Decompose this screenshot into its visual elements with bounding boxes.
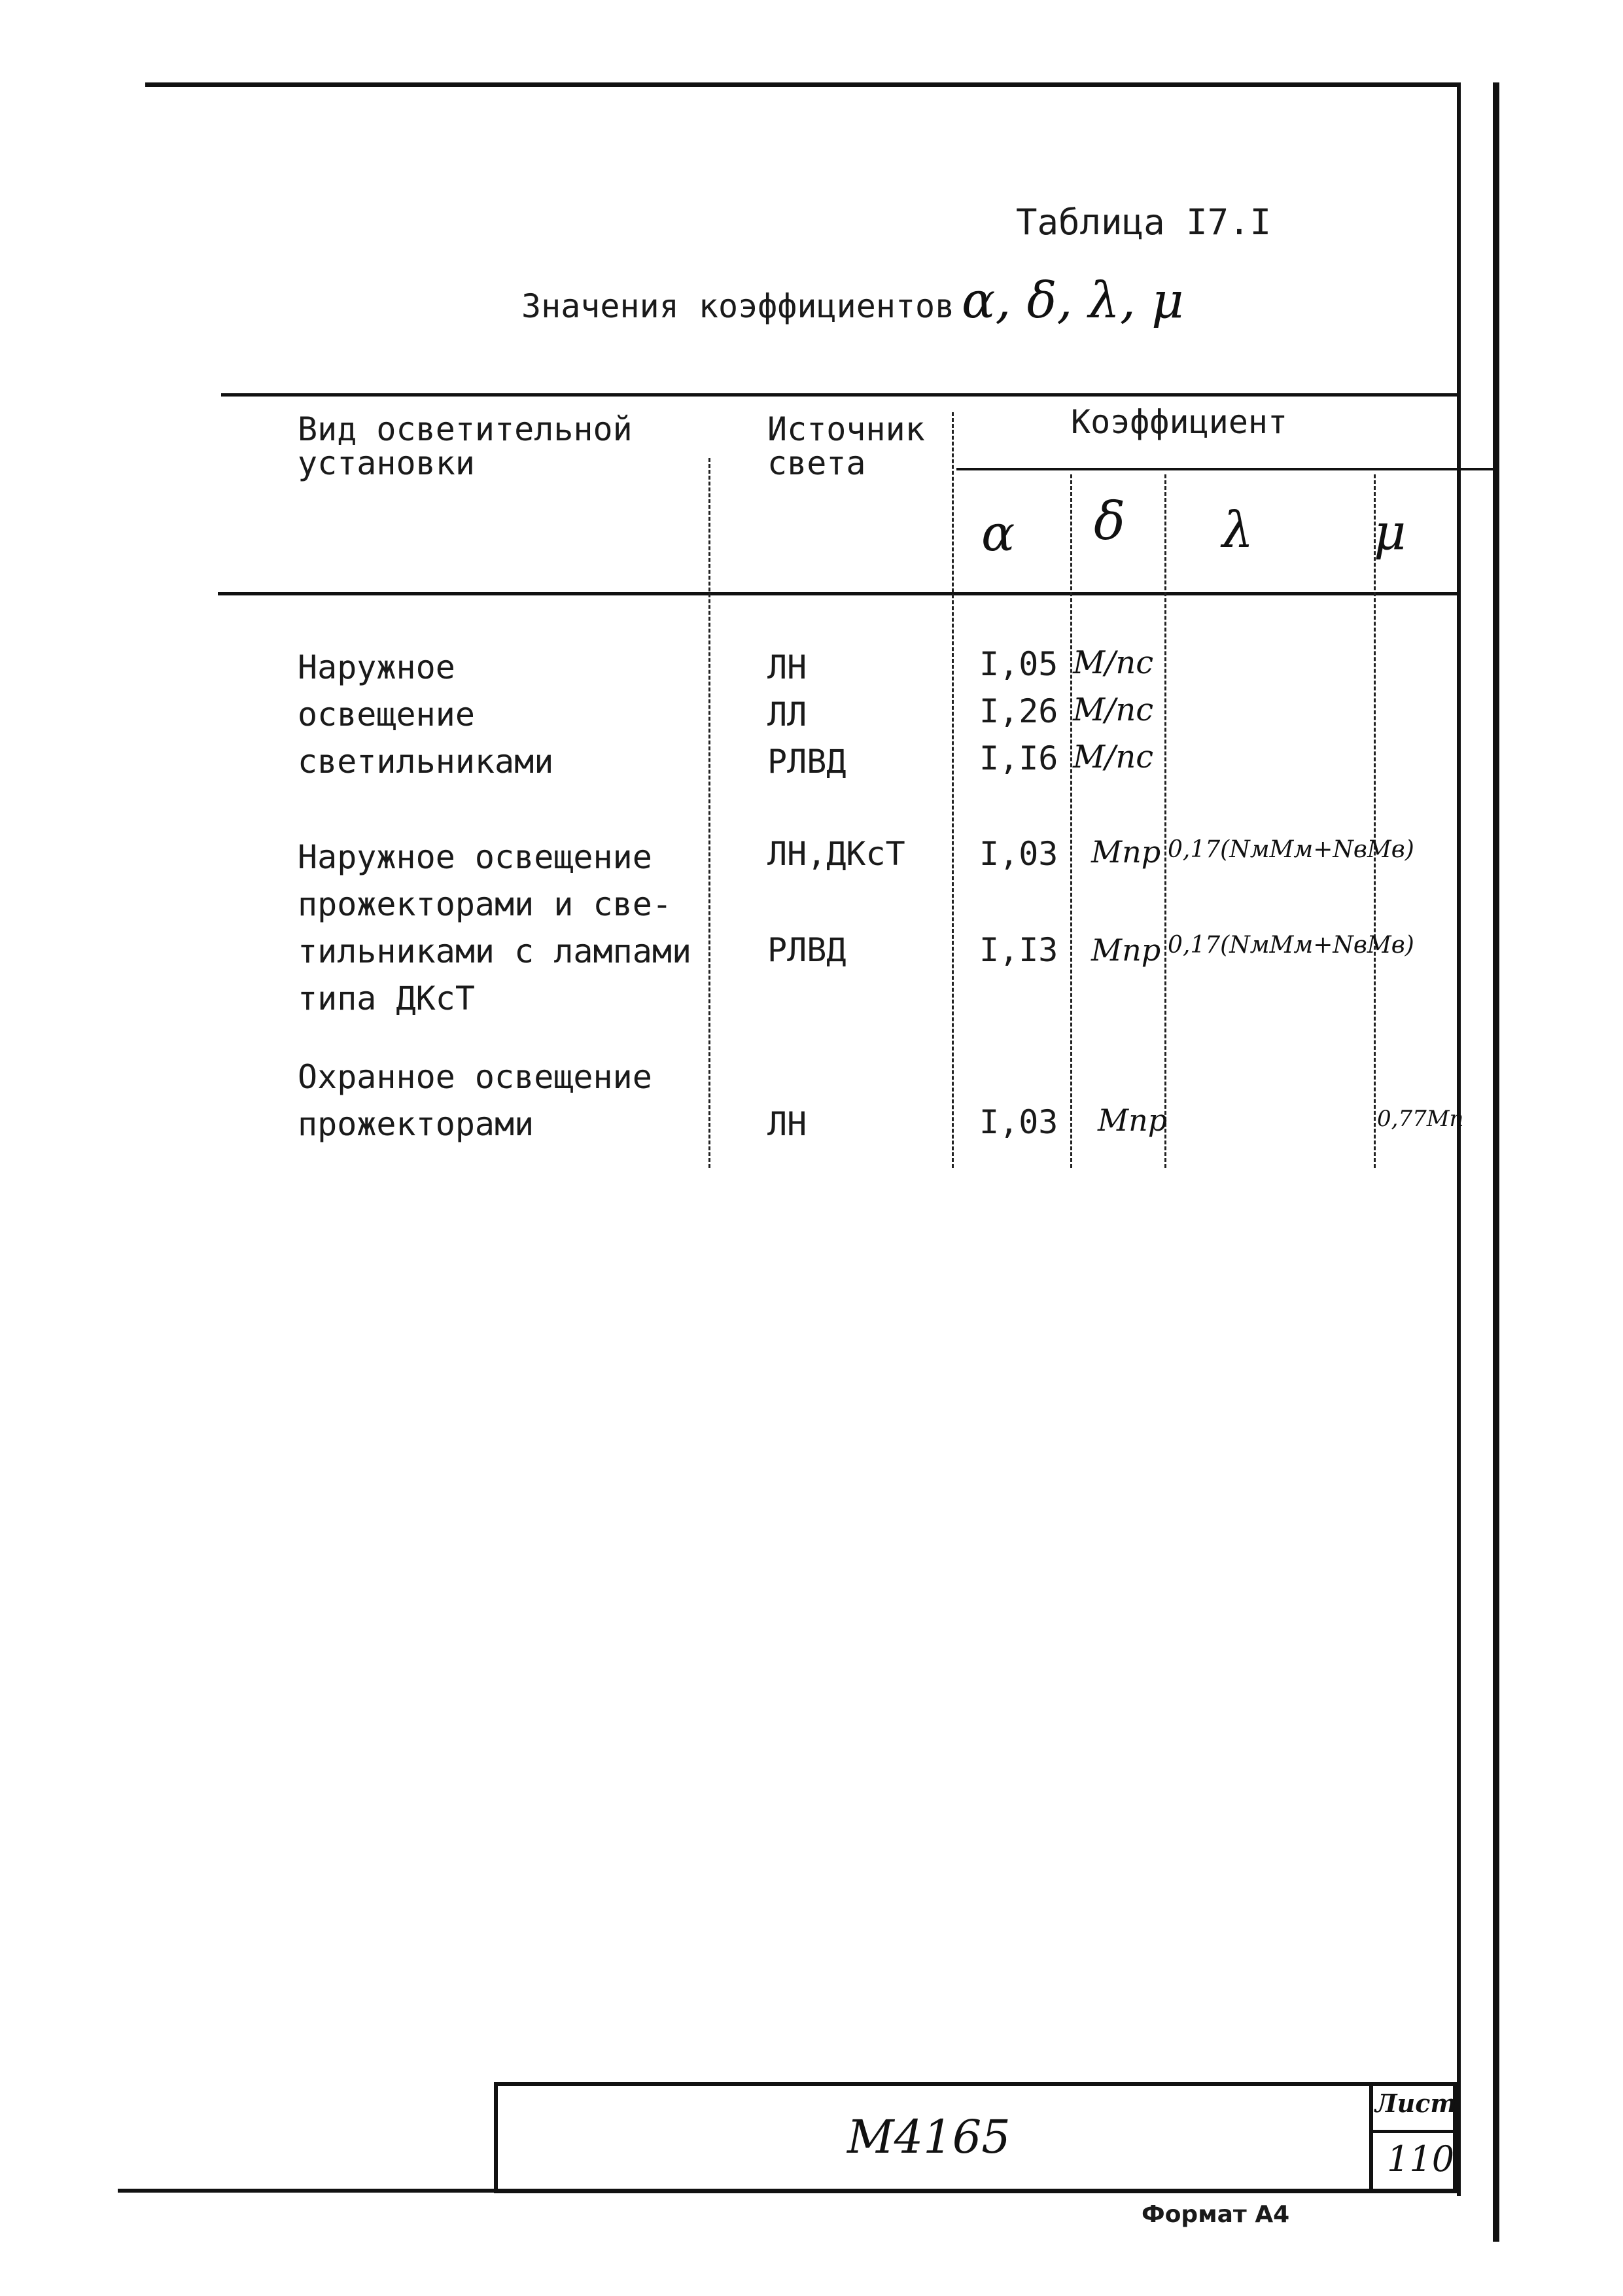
row2-type-line4: типа ДКсТ bbox=[298, 980, 475, 1017]
row1-type-line1: Наружное bbox=[298, 648, 455, 686]
row1a-source: ЛН bbox=[767, 648, 807, 686]
table-title: Значения коэффициентов bbox=[521, 287, 955, 325]
row3a-mu: 0,77Mп bbox=[1377, 1106, 1464, 1132]
row3-type-line2: прожекторами bbox=[298, 1105, 534, 1143]
paper-format: Формат А4 bbox=[1142, 2201, 1290, 2228]
stamp-sheet-label: Лист bbox=[1375, 2089, 1457, 2118]
row1c-delta: M/nc bbox=[1073, 739, 1154, 775]
row1a-delta: M/nc bbox=[1073, 645, 1154, 681]
header-bottom-rule bbox=[218, 592, 1461, 595]
row1-type-line3: светильниками bbox=[298, 743, 554, 781]
row2b-lambda: 0,17(NмMм+NвMв) bbox=[1168, 932, 1414, 959]
row2b-alpha: I,I3 bbox=[979, 931, 1058, 969]
stamp-sheet-midline bbox=[1369, 2130, 1457, 2133]
row3a-source: ЛН bbox=[767, 1105, 807, 1143]
row2a-source: ЛН,ДКсТ bbox=[767, 835, 905, 873]
row2a-delta: Mnp bbox=[1091, 834, 1161, 870]
stamp-doc-number: M4165 bbox=[847, 2110, 1011, 2164]
row3-type-line1: Охранное освещение bbox=[298, 1058, 652, 1096]
row1c-source: РЛВД bbox=[767, 743, 846, 781]
table-title-symbols: α, δ, λ, μ bbox=[962, 271, 1184, 329]
header-alpha: α bbox=[981, 504, 1015, 562]
row2a-alpha: I,03 bbox=[979, 835, 1058, 873]
header-light-source bbox=[767, 412, 937, 480]
header-mu: μ bbox=[1374, 503, 1406, 561]
row1c-alpha: I,I6 bbox=[979, 739, 1058, 777]
row1-type-line2: освещение bbox=[298, 696, 475, 733]
row1b-source: ЛЛ bbox=[767, 696, 807, 733]
row2-type-line2: прожекторами и све- bbox=[298, 885, 672, 923]
stamp-sheet-divider bbox=[1369, 2082, 1373, 2193]
row1a-alpha: I,05 bbox=[979, 645, 1058, 683]
header-type-text: Вид осветительной установки bbox=[298, 410, 633, 482]
frame-top-line bbox=[145, 82, 1460, 87]
row1b-delta: M/nc bbox=[1073, 692, 1154, 728]
col-sep-source-coef bbox=[952, 412, 954, 1168]
row2b-source: РЛВД bbox=[767, 931, 846, 969]
header-coefficient: Коэффициент bbox=[1071, 403, 1288, 441]
frame-right-line bbox=[1457, 82, 1461, 2196]
row2-type-line3: тильниками с лампами bbox=[298, 932, 692, 970]
col-sep-lambda-mu bbox=[1374, 474, 1376, 1168]
col-sep-alpha-delta bbox=[1070, 474, 1072, 1168]
table-label: Таблица I7.I bbox=[1016, 202, 1272, 243]
header-delta: δ bbox=[1094, 491, 1126, 552]
row3a-delta: Mnp bbox=[1098, 1103, 1168, 1138]
stamp-sheet-number: 110 bbox=[1387, 2138, 1455, 2180]
table-top-rule bbox=[221, 393, 1461, 397]
page-bottom-rule bbox=[118, 2189, 1459, 2193]
frame-far-right-line bbox=[1493, 82, 1499, 2242]
row3a-alpha: I,03 bbox=[979, 1103, 1058, 1141]
col-sep-type-source bbox=[708, 458, 710, 1168]
row2a-lambda: 0,17(NмMм+NвMв) bbox=[1168, 836, 1414, 863]
header-type-of-installation bbox=[298, 412, 690, 480]
header-source-text: Источник света bbox=[767, 410, 925, 482]
header-lambda: λ bbox=[1222, 501, 1254, 559]
coef-subheader-rule bbox=[956, 468, 1499, 470]
row2b-delta: Mnp bbox=[1091, 932, 1161, 968]
row2-type-line1: Наружное освещение bbox=[298, 838, 652, 876]
col-sep-delta-lambda bbox=[1164, 474, 1166, 1168]
row1b-alpha: I,26 bbox=[979, 692, 1058, 730]
